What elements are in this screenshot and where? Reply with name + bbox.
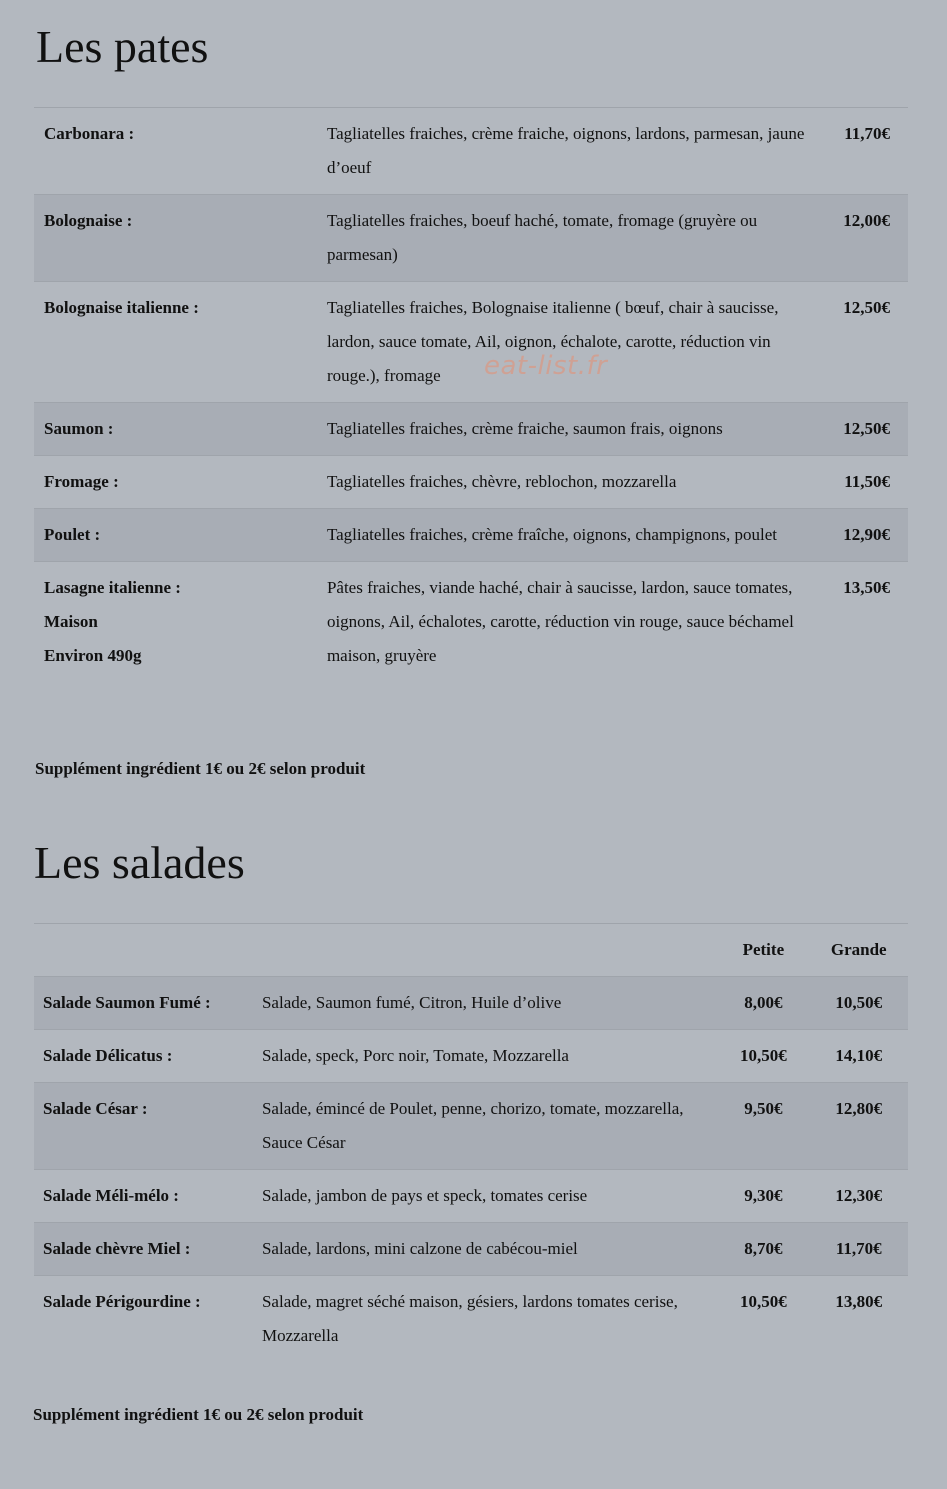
dish-description: Tagliatelles fraiches, boeuf haché, tomate, fromage (gruyère ou parmesan) [326,211,758,264]
dish-description: Pâtes fraiches, viande haché, chair à saucisse, lardon, sauce tomates, oignons, Ail, échalotes, carotte, réduction vin rouge, sauce béchamel maison, gruyère [326,578,794,665]
price-grande: 12,80€ [835,1099,883,1118]
dish-name: Bolognaise : [44,211,133,230]
price-grande: 14,10€ [835,1046,883,1065]
dish-description: Salade, lardons, mini calzone de cabécou-miel [261,1239,578,1258]
dish-description: Tagliatelles fraiches, crème fraîche, oignons, champignons, poulet [326,525,778,544]
salades-section [34,816,908,1362]
menu-row [34,282,908,403]
salades-menu-table [34,924,908,1362]
pates-supplement-note: Supplément ingrédient 1€ ou 2€ selon produit [35,759,366,778]
dish-name: Salade Périgourdine : [43,1292,201,1311]
column-header-grande: Grande [830,940,887,959]
dish-name: Salade César : [43,1099,148,1118]
dish-price: 12,50€ [843,419,890,438]
header-empty [252,924,717,977]
dish-description: Salade, émincé de Poulet, penne, chorizo, tomate, mozzarella, Sauce César [261,1099,684,1152]
menu-row [34,509,908,562]
salades-supplement-note: Supplément ingrédient 1€ ou 2€ selon produit [33,1405,364,1424]
dish-description: Salade, speck, Porc noir, Tomate, Mozzarella [261,1046,569,1065]
price-petite: 10,50€ [739,1292,787,1311]
dish-name: Salade chèvre Miel : [43,1239,191,1258]
dish-name: Carbonara : [44,124,135,143]
dish-description: Salade, magret séché maison, gésiers, lardons tomates cerise, Mozzarella [261,1292,678,1345]
dish-name-line: Maison [44,612,98,631]
header-empty [34,924,252,977]
price-petite: 8,70€ [744,1239,783,1258]
dish-price: 12,50€ [843,298,890,317]
menu-row [34,562,908,683]
pates-title: Les pates [36,21,209,72]
price-grande: 13,80€ [835,1292,883,1311]
dish-price: 12,90€ [843,525,890,544]
column-header-petite: Petite [742,940,785,959]
table-header-row [34,924,908,977]
dish-name: Salade Délicatus : [43,1046,173,1065]
dish-description: Tagliatelles fraiches, chèvre, reblochon, mozzarella [326,472,677,491]
dish-price: 11,70€ [844,124,890,143]
pates-section [34,0,908,682]
dish-name-line: Environ 490g [44,646,142,665]
price-grande: 10,50€ [835,993,883,1012]
dish-name: Poulet : [44,525,101,544]
menu-row [34,108,908,195]
dish-description: Tagliatelles fraiches, Bolognaise italienne ( bœuf, chair à saucisse, lardon, sauce tomate, Ail, oignon, échalote, carotte, réduction vin rouge.), fromage [326,298,779,385]
salades-title: Les salades [34,837,245,888]
dish-name [34,562,317,683]
dish-name: Salade Saumon Fumé : [43,993,211,1012]
dish-name: Fromage : [44,472,119,491]
dish-name: Salade Méli-mélo : [43,1186,179,1205]
menu-row [34,977,908,1030]
price-petite: 9,50€ [744,1099,783,1118]
price-petite: 10,50€ [739,1046,787,1065]
price-petite: 8,00€ [744,993,783,1012]
dish-name: Saumon : [44,419,114,438]
price-petite: 9,30€ [744,1186,783,1205]
menu-row [34,195,908,282]
dish-name-line: Lasagne italienne : [44,578,181,597]
menu-row [34,1170,908,1223]
menu-row [34,1276,908,1363]
dish-description: Salade, jambon de pays et speck, tomates cerise [261,1186,588,1205]
dish-description: Tagliatelles fraiches, crème fraiche, saumon frais, oignons [326,419,723,438]
dish-price: 12,00€ [843,211,890,230]
dish-price: 11,50€ [844,472,890,491]
dish-description: Tagliatelles fraiches, crème fraiche, oignons, lardons, parmesan, jaune d’oeuf [326,124,805,177]
watermark: eat-list.fr [484,351,608,381]
pates-menu-table [34,108,908,682]
menu-row [34,1030,908,1083]
dish-name: Bolognaise italienne : [44,298,199,317]
price-grande: 12,30€ [835,1186,883,1205]
menu-row [34,1083,908,1170]
dish-description: Salade, Saumon fumé, Citron, Huile d’olive [261,993,562,1012]
dish-price: 13,50€ [843,578,890,597]
price-grande: 11,70€ [835,1239,882,1258]
menu-row [34,456,908,509]
menu-row [34,403,908,456]
menu-row [34,1223,908,1276]
